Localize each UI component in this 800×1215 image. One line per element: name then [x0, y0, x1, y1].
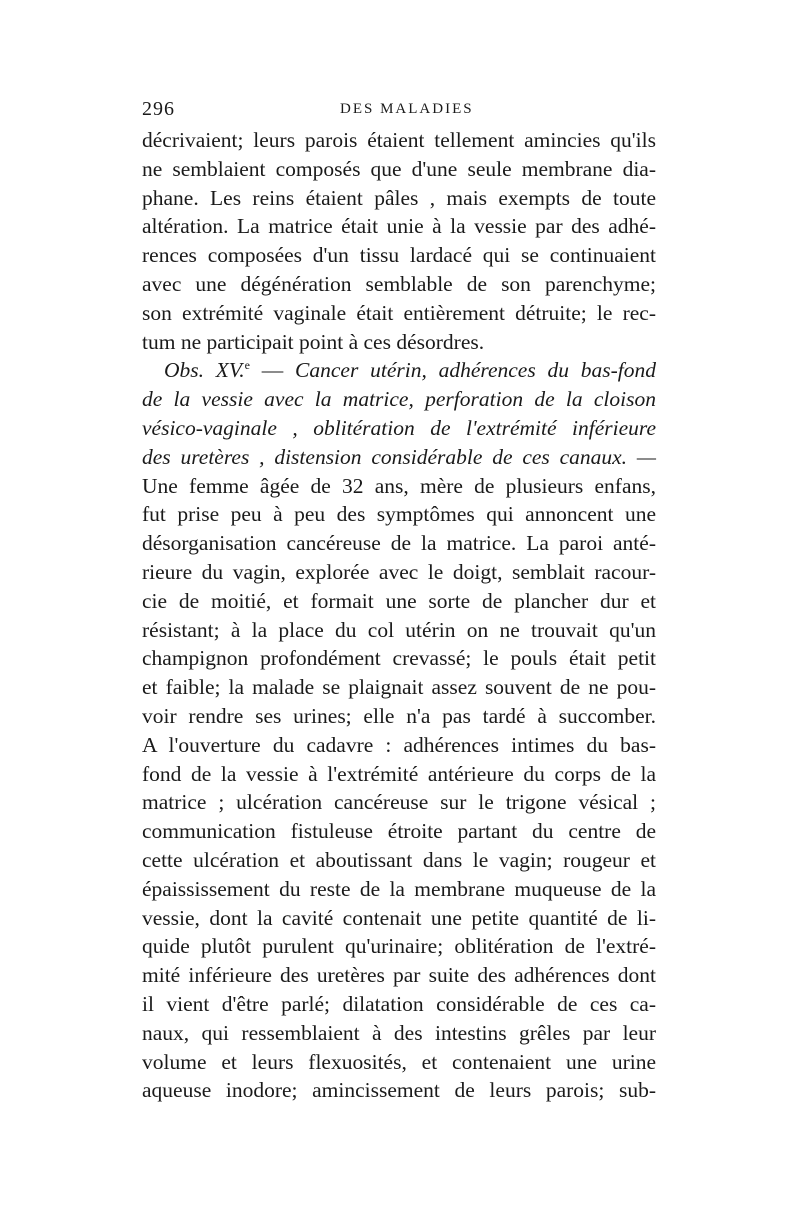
- text-line: avec une dégénération semblable de son parenchyme;: [142, 271, 656, 296]
- observation-text-line: communication fistuleuse étroite partant du centre de: [142, 819, 656, 844]
- page-number: 296: [142, 98, 175, 120]
- observation-superscript: e: [244, 358, 250, 373]
- observation-text-line: A l'ouverture du cadavre : adhérences intimes du bas-: [142, 732, 656, 757]
- text-line: décrivaient; leurs parois étaient tellement amincies qu'ils: [142, 128, 656, 152]
- observation-text-line: rieure du vagin, explorée avec le doigt, semblait racour-: [142, 559, 656, 584]
- observation-dash: —: [250, 358, 296, 383]
- observation-text-line: fond de la vessie à l'extrémité antérieure du corps de la: [142, 761, 656, 786]
- observation-title-line: Cancer utérin, adhérences du bas-fond: [295, 358, 657, 383]
- observation-text-line: Une femme âgée de 32 ans, mère de plusieurs enfans,: [142, 473, 656, 498]
- observation-text-line: aqueuse inodore; amincissement de leurs parois; sub-: [142, 1078, 656, 1103]
- observation-text-line: volume et leurs flexuosités, et contenaient une urine: [142, 1049, 656, 1074]
- observation-text-line: désorganisation cancéreuse de la matrice. La paroi anté-: [142, 531, 656, 556]
- observation-text-line: fut prise peu à peu des symptômes qui annoncent une: [142, 502, 656, 527]
- body-text: [142, 126, 656, 1105]
- running-head: [140, 98, 660, 120]
- text-line: rences composées d'un tissu lardacé qui se continuaient: [142, 243, 656, 268]
- observation-title-line: de la vessie avec la matrice, perforation de la cloison: [142, 387, 656, 412]
- observation-text-line: épaississement du reste de la membrane muqueuse de la: [142, 876, 656, 901]
- observation-text-line: cette ulcération et aboutissant dans le vagin; rougeur et: [142, 847, 656, 872]
- observation-heading: [142, 356, 656, 385]
- observation-title-line: des uretères , distension considérable de ces canaux. —: [142, 444, 656, 469]
- observation-text-line: champignon profondément crevassé; le pouls était petit: [142, 646, 656, 671]
- header-title: DES MALADIES: [340, 101, 474, 117]
- text-line: phane. Les reins étaient pâles , mais exempts de toute: [142, 185, 656, 210]
- observation-label: Obs. XV.: [164, 358, 245, 383]
- text-line: altération. La matrice était unie à la vessie par des adhé-: [142, 214, 656, 239]
- observation-text-line: naux, qui ressemblaient à des intestins grêles par leur: [142, 1020, 656, 1045]
- observation-text-line: cie de moitié, et formait une sorte de plancher dur et: [142, 588, 656, 613]
- observation-text-line: vessie, dont la cavité contenait une petite quantité de li-: [142, 905, 656, 930]
- observation-text-line: mité inférieure des uretères par suite des adhérences dont: [142, 963, 656, 988]
- observation-text-line: et faible; la malade se plaignait assez souvent de ne pou-: [142, 675, 656, 700]
- observation-title-line: vésico-vaginale , oblitération de l'extrémité inférieure: [142, 415, 656, 440]
- observation-text-line: voir rendre ses urines; elle n'a pas tardé à succomber.: [142, 703, 656, 728]
- observation-text-line: il vient d'être parlé; dilatation considérable de ces ca-: [142, 991, 656, 1016]
- observation-text-line: quide plutôt purulent qu'urinaire; oblitération de l'extré-: [142, 934, 656, 959]
- observation-text-line: résistant; à la place du col utérin on ne trouvait qu'un: [142, 617, 656, 642]
- observation-text-line: matrice ; ulcération cancéreuse sur le trigone vésical ;: [142, 790, 656, 815]
- text-line: ne semblaient composés que d'une seule membrane dia-: [142, 156, 656, 181]
- text-line: son extrémité vaginale était entièrement détruite; le rec-: [142, 300, 656, 325]
- text-line: tum ne participait point à ces désordres.: [142, 329, 485, 354]
